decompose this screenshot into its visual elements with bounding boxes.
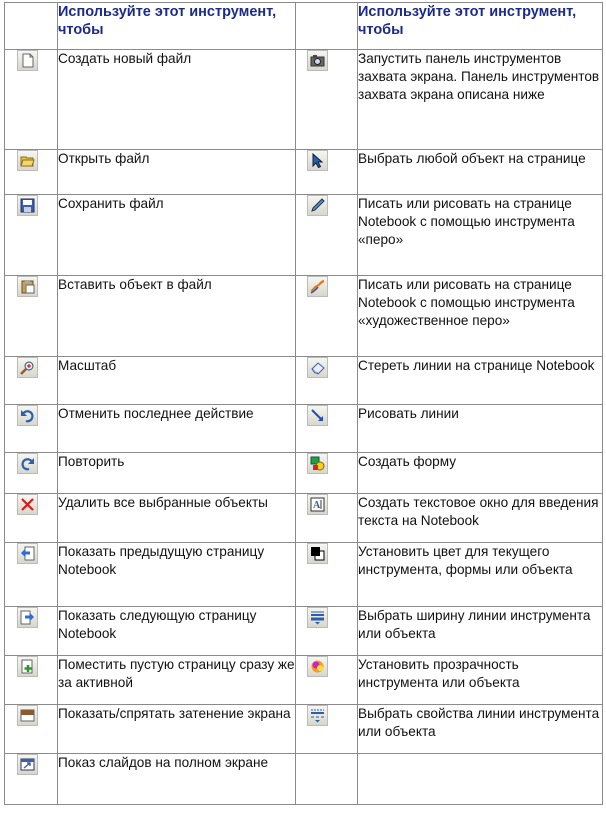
description-text: Создать форму — [358, 453, 603, 494]
description-text: Масштаб — [58, 357, 296, 405]
table-row — [5, 357, 603, 405]
description-text: Удалить все выбранные объекты — [58, 494, 296, 543]
next-page-icon — [17, 607, 38, 628]
header-row — [5, 3, 603, 50]
description-text: Показать предыдущую страницу Notebook — [58, 543, 296, 607]
full-screen-icon — [17, 754, 38, 775]
description-text: Показать следующую страницу Notebook — [58, 607, 296, 656]
line-icon — [307, 405, 328, 426]
description-text: Вставить объект в файл — [58, 276, 296, 357]
description-text: Выбрать ширину линии инструмента или объекта — [358, 607, 603, 656]
icon-cell — [296, 705, 358, 754]
icon-cell — [296, 656, 358, 705]
line-properties-icon — [307, 705, 328, 726]
icon-cell — [5, 494, 58, 543]
undo-icon — [17, 405, 38, 426]
description-text: Установить прозрачность инструмента или объекта — [358, 656, 603, 705]
header-left: Используйте этот инструмент, чтобы — [58, 3, 296, 50]
zoom-icon — [17, 357, 38, 378]
header-icon-left — [5, 3, 58, 50]
description-text: Создать новый файл — [58, 50, 296, 150]
line-width-icon — [307, 607, 328, 628]
icon-cell — [296, 494, 358, 543]
description-text: Сохранить файл — [58, 195, 296, 276]
description-text: Выбрать свойства линии инструмента или объекта — [358, 705, 603, 754]
save-file-icon — [17, 195, 38, 216]
icon-cell — [296, 754, 358, 805]
icon-cell — [296, 276, 358, 357]
icon-cell — [5, 150, 58, 195]
paste-icon — [17, 276, 38, 297]
icon-cell — [296, 357, 358, 405]
table-row — [5, 607, 603, 656]
redo-icon — [17, 453, 38, 474]
screen-shade-icon — [17, 705, 38, 726]
description-text: Запустить панель инструментов захвата экрана. Панель инструментов захвата экрана описана ниже — [358, 50, 603, 150]
description-text: Отменить последнее действие — [58, 405, 296, 453]
add-page-icon — [17, 656, 38, 677]
icon-cell — [296, 607, 358, 656]
icon-cell — [5, 754, 58, 805]
table-row — [5, 494, 603, 543]
table-row — [5, 705, 603, 754]
description-text: Выбрать любой объект на странице — [358, 150, 603, 195]
table-row — [5, 656, 603, 705]
capture-toolbar-icon — [307, 50, 328, 71]
header-right: Используйте этот инструмент, чтобы — [358, 3, 603, 50]
description-text: Показать/спрятать затенение экрана — [58, 705, 296, 754]
icon-cell — [5, 453, 58, 494]
transparency-icon — [307, 656, 328, 677]
description-text: Поместить пустую страницу сразу же за активной — [58, 656, 296, 705]
icon-cell — [296, 405, 358, 453]
description-text: Открыть файл — [58, 150, 296, 195]
header-icon-right — [296, 3, 358, 50]
table-row — [5, 195, 603, 276]
table-row — [5, 453, 603, 494]
icon-cell — [296, 50, 358, 150]
icon-cell — [5, 405, 58, 453]
text-icon — [307, 494, 328, 515]
icon-cell — [5, 357, 58, 405]
table-row — [5, 150, 603, 195]
table-row — [5, 405, 603, 453]
description-text: Писать или рисовать на странице Notebook с помощью инструмента «перо» — [358, 195, 603, 276]
description-text: Рисовать линии — [358, 405, 603, 453]
icon-cell — [296, 543, 358, 607]
icon-cell — [5, 276, 58, 357]
description-text — [358, 754, 603, 805]
table-row — [5, 754, 603, 805]
new-file-icon — [17, 50, 38, 71]
description-text: Установить цвет для текущего инструмента, формы или объекта — [358, 543, 603, 607]
icon-cell — [5, 50, 58, 150]
svg-text:A: A — [313, 500, 321, 511]
icon-cell — [5, 607, 58, 656]
description-text: Повторить — [58, 453, 296, 494]
select-pointer-icon — [307, 150, 328, 171]
tools-table — [4, 2, 603, 805]
icon-cell — [296, 453, 358, 494]
pen-icon — [307, 195, 328, 216]
eraser-icon — [307, 357, 328, 378]
color-icon — [307, 543, 328, 564]
icon-cell — [296, 150, 358, 195]
description-text: Стереть линии на странице Notebook — [358, 357, 603, 405]
icon-cell — [296, 195, 358, 276]
table-row — [5, 50, 603, 150]
delete-icon — [17, 494, 38, 515]
table-row — [5, 276, 603, 357]
description-text: Писать или рисовать на странице Notebook с помощью инструмента «художественное перо» — [358, 276, 603, 357]
shapes-icon — [307, 453, 328, 474]
creative-pen-icon — [307, 276, 328, 297]
icon-cell — [5, 195, 58, 276]
open-file-icon — [17, 150, 38, 171]
previous-page-icon — [17, 543, 38, 564]
description-text: Создать текстовое окно для введения текста на Notebook — [358, 494, 603, 543]
icon-cell — [5, 705, 58, 754]
icon-cell — [5, 656, 58, 705]
description-text: Показ слайдов на полном экране — [58, 754, 296, 805]
icon-cell — [5, 543, 58, 607]
table-row — [5, 543, 603, 607]
